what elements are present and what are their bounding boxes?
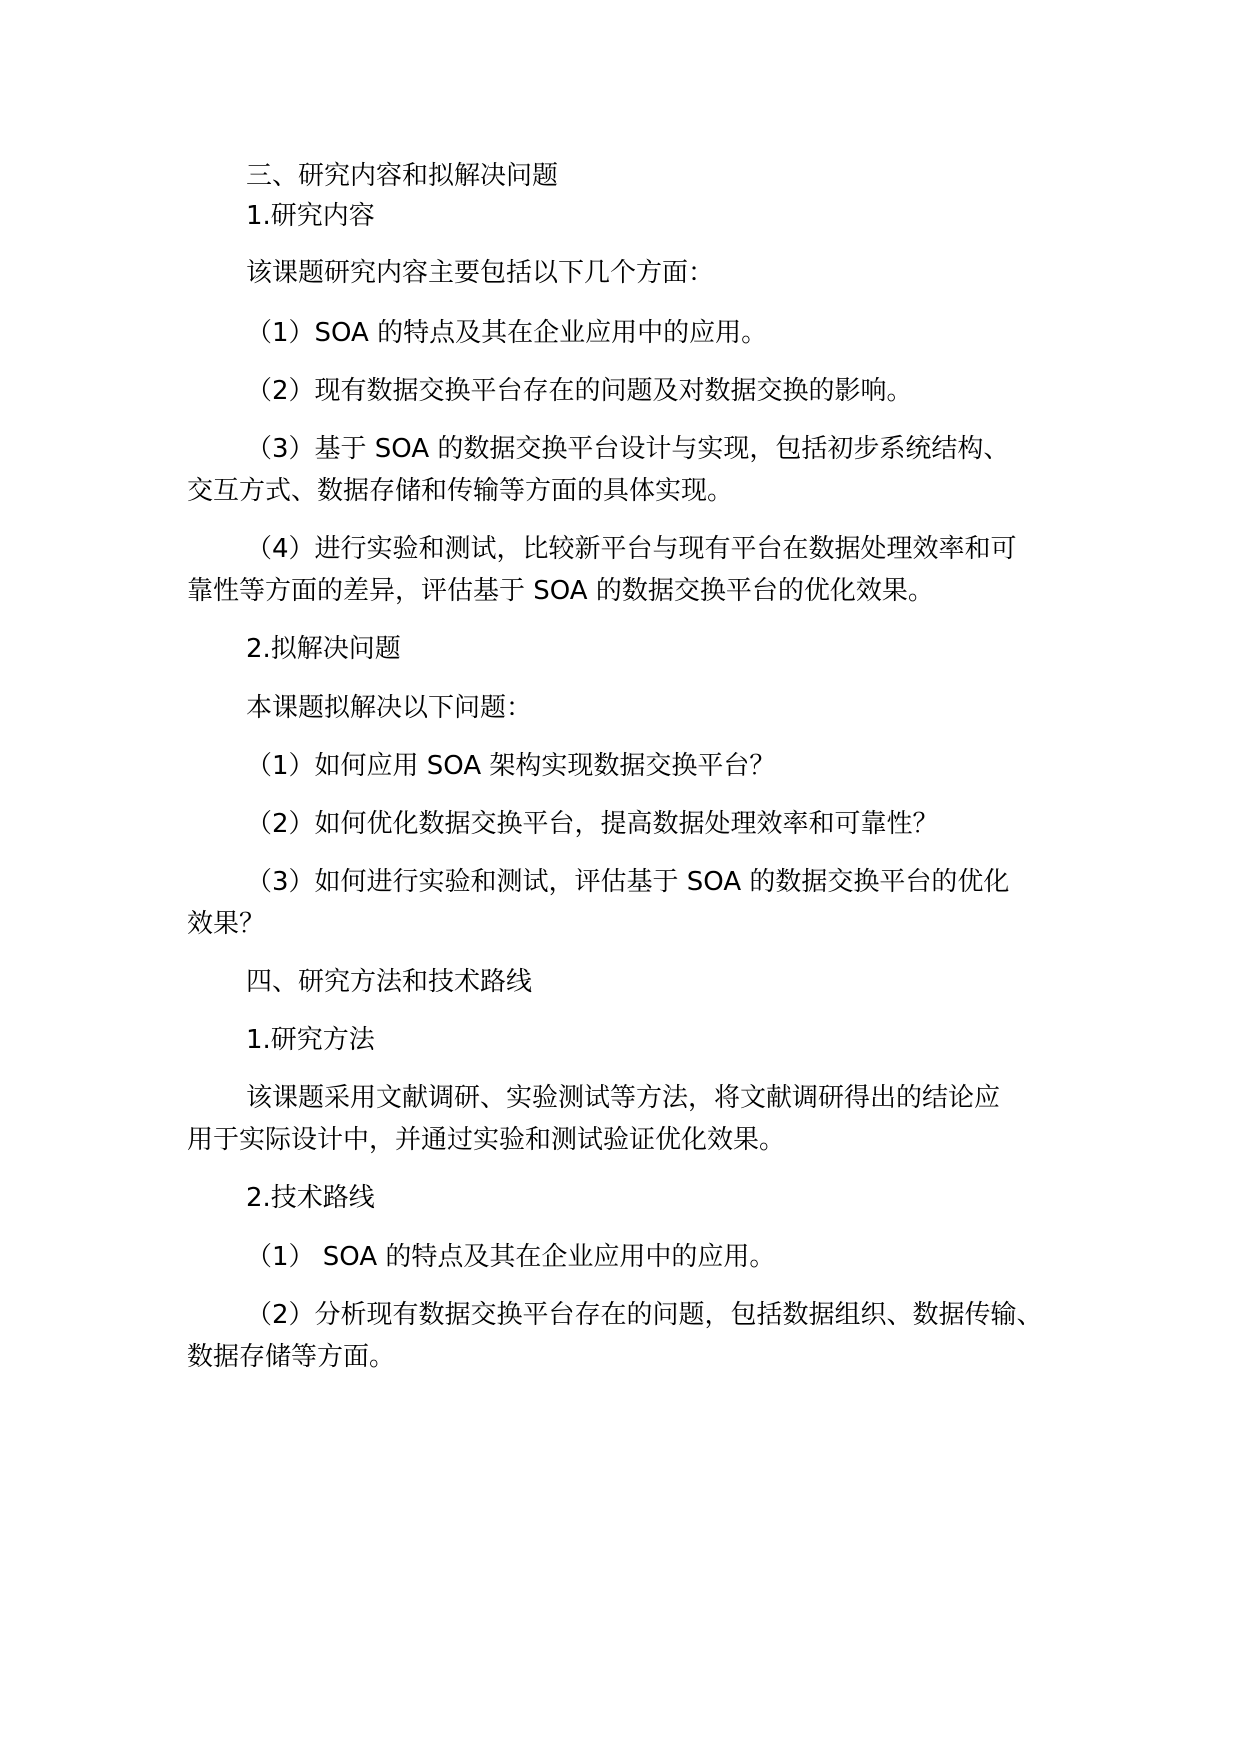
list-item: （2）现有数据交换平台存在的问题及对数据交换的影响。 [246,376,913,406]
paragraph-continuation: 用于实际设计中，并通过实验和测试验证优化效果。 [187,1125,786,1155]
subsection-heading: 1.研究内容 [246,201,375,231]
list-item: （3）如何进行实验和测试，评估基于 SOA 的数据交换平台的优化 [246,867,1010,897]
list-item-continuation: 数据存储等方面。 [187,1342,396,1372]
list-item-continuation: 交互方式、数据存储和传输等方面的具体实现。 [187,476,734,506]
subsection-heading: 1.研究方法 [246,1025,375,1055]
paragraph-line: 本课题拟解决以下问题： [246,693,533,723]
list-item: （4）进行实验和测试，比较新平台与现有平台在数据处理效率和可 [246,534,1017,564]
list-item-continuation: 效果？ [187,909,266,939]
section-heading: 三、研究内容和拟解决问题 [246,161,559,191]
list-item: （1） SOA 的特点及其在企业应用中的应用。 [246,1242,776,1272]
list-item: （2）如何优化数据交换平台，提高数据处理效率和可靠性？ [246,809,939,839]
section-heading: 四、研究方法和技术路线 [246,967,533,997]
paragraph-line: 该课题研究内容主要包括以下几个方面： [246,258,715,288]
list-item: （1）如何应用 SOA 架构实现数据交换平台？ [246,751,776,781]
list-item: （3）基于 SOA 的数据交换平台设计与实现，包括初步系统结构、 [246,434,1010,464]
list-item: （1）SOA 的特点及其在企业应用中的应用。 [246,318,768,348]
subsection-heading: 2.技术路线 [246,1183,375,1213]
list-item: （2）分析现有数据交换平台存在的问题，包括数据组织、数据传输、 [246,1300,1043,1330]
list-item-continuation: 靠性等方面的差异，评估基于 SOA 的数据交换平台的优化效果。 [187,576,934,606]
paragraph-line: 该课题采用文献调研、实验测试等方法，将文献调研得出的结论应 [246,1083,1001,1113]
subsection-heading: 2.拟解决问题 [246,634,401,664]
